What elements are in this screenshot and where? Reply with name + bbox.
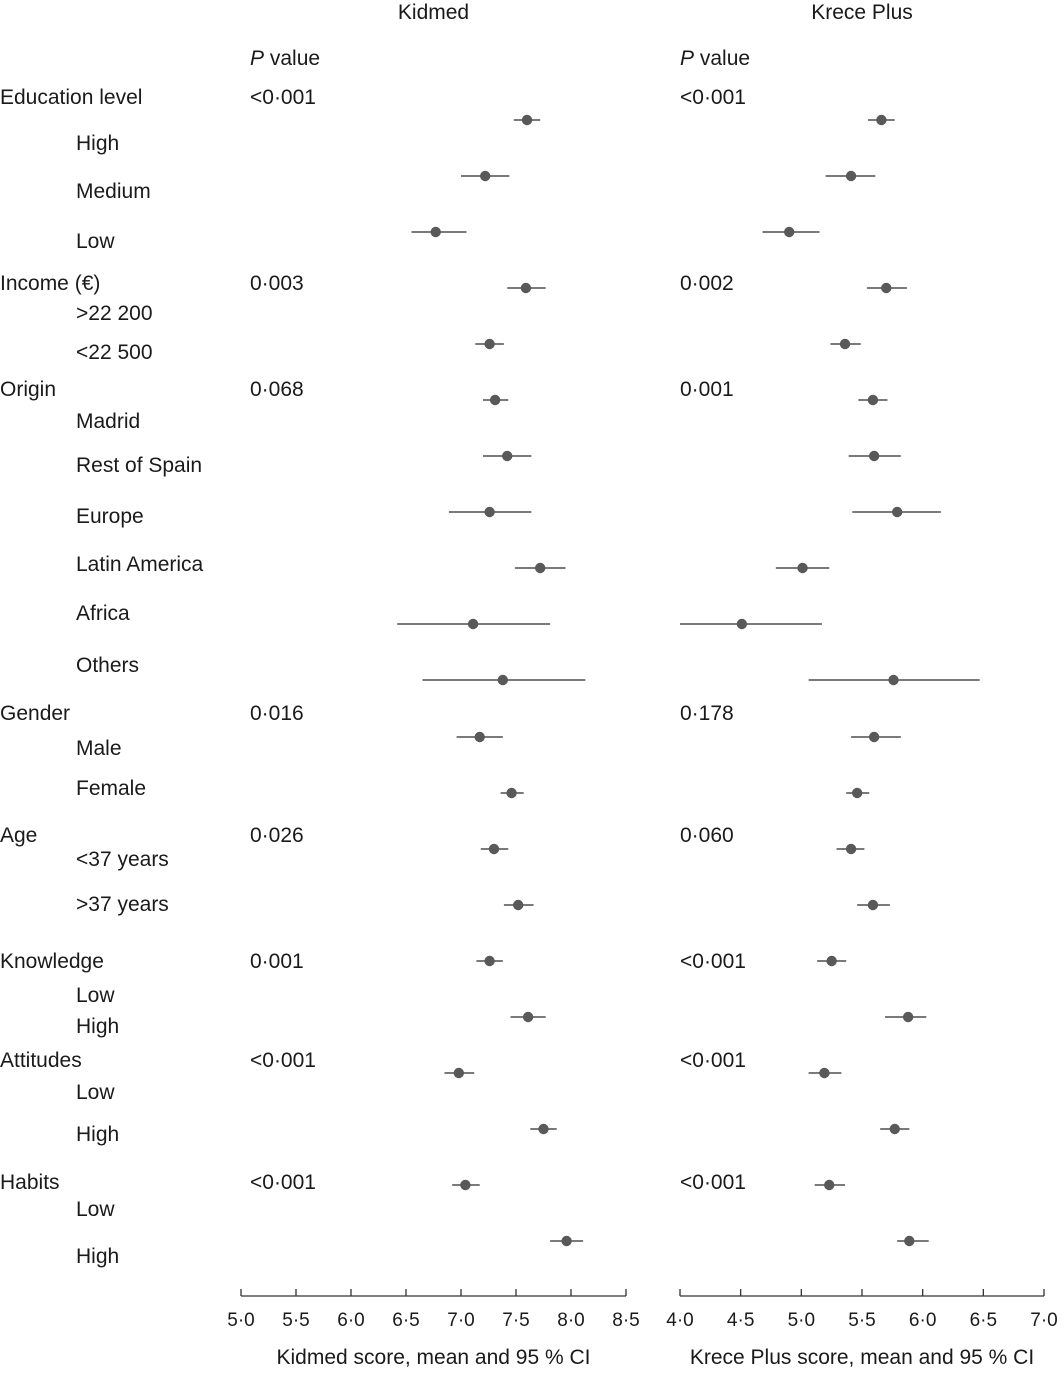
mean-marker [506,788,516,798]
mean-marker [868,395,878,405]
panel-title-krece: Krece Plus [811,1,913,24]
mean-marker [869,451,879,461]
x-tick-label-krece: 6·0 [908,1310,937,1331]
p-value-kidmed: 0·003 [250,272,304,295]
p-value-kidmed: <0·001 [250,1049,316,1072]
mean-marker [484,507,494,517]
ci-point-kidmed [475,339,504,349]
p-value-kidmed: <0·001 [250,1171,316,1194]
ci-point-krece [852,507,941,517]
subgroup-label: Medium [76,180,151,203]
p-value-krece: <0·001 [680,1049,746,1072]
subgroup-label: Madrid [76,410,141,433]
ci-point-kidmed [412,227,467,237]
mean-marker [535,563,545,573]
subgroup-label: <37 years [76,848,169,871]
p-value-krece: <0·001 [680,86,746,109]
mean-marker [824,1180,834,1190]
x-tick-label-krece: 4·0 [666,1310,694,1331]
mean-marker [502,451,512,461]
subgroup-label: <22 500 [76,341,153,364]
mean-marker [881,283,891,293]
ci-point-krece [776,563,829,573]
group-label: Gender [0,702,71,725]
ci-point-krece [809,675,980,685]
subgroup-label: Others [76,654,140,677]
ci-point-kidmed [457,732,503,742]
mean-marker [561,1236,571,1246]
mean-marker [890,1124,900,1134]
mean-marker [826,956,836,966]
p-value-header-kidmed [250,47,320,70]
ci-point-kidmed [423,675,586,685]
ci-point-kidmed [530,1124,556,1134]
p-value-krece: <0·001 [680,950,746,973]
mean-marker [797,563,807,573]
mean-marker [840,339,850,349]
p-value-header-krece [680,47,750,70]
x-tick-label-kidmed: 8·0 [557,1310,585,1331]
group-label: Attitudes [0,1049,82,1072]
mean-marker [454,1068,464,1078]
p-value-krece: 0·002 [680,272,734,295]
ci-point-kidmed [445,1068,475,1078]
p-value-kidmed: 0·026 [250,824,304,847]
ci-point-krece [897,1236,929,1246]
ci-point-krece [885,1012,926,1022]
x-tick-label-krece: 7·0 [1030,1310,1058,1331]
subgroup-label: Latin America [76,553,204,576]
subgroup-label: >37 years [76,893,169,916]
mean-marker [475,732,485,742]
subgroup-label: High [76,132,120,155]
p-value-header-italic: P [250,47,265,70]
p-value-krece: <0·001 [680,1171,746,1194]
p-value-header-text: value [264,47,321,70]
mean-marker [522,115,532,125]
ci-point-kidmed [511,1012,546,1022]
x-tick-label-kidmed: 5·0 [227,1310,255,1331]
x-tick-label-krece: 5·0 [787,1310,816,1331]
subgroup-label: Male [76,737,122,760]
mean-marker [484,339,494,349]
ci-point-krece [826,171,876,181]
subgroup-label: High [76,1123,120,1146]
ci-point-krece [868,115,895,125]
p-value-krece: 0·060 [680,824,734,847]
mean-marker [431,227,441,237]
ci-point-krece [867,283,907,293]
subgroup-label: Low [76,984,115,1007]
subgroup-label: Low [76,1198,115,1221]
x-axis-label-krece: Krece Plus score, mean and 95 % CI [689,1346,1035,1369]
x-tick-label-kidmed: 8·5 [612,1310,640,1331]
x-tick-label-kidmed: 7·0 [447,1310,475,1331]
mean-marker [523,1012,533,1022]
mean-marker [904,1236,914,1246]
ci-point-kidmed [449,507,532,517]
ci-point-kidmed [504,900,534,910]
subgroup-label: >22 200 [76,302,153,325]
subgroup-label: Low [76,1081,115,1104]
x-tick-label-krece: 5·5 [848,1310,876,1331]
mean-marker [498,675,508,685]
p-value-krece: 0·001 [680,378,734,401]
subgroup-label: High [76,1245,120,1268]
ci-point-kidmed [452,1180,480,1190]
p-value-kidmed: 0·016 [250,702,304,725]
x-tick-label-kidmed: 6·0 [337,1310,365,1331]
x-tick-label-krece: 4·5 [726,1310,755,1331]
ci-point-krece [809,1068,842,1078]
mean-marker [868,900,878,910]
mean-marker [852,788,862,798]
mean-marker [737,619,747,629]
group-label: Income (€) [0,272,101,295]
ci-point-krece [837,844,865,854]
mean-marker [876,115,886,125]
p-value-kidmed: 0·068 [250,378,304,401]
mean-marker [846,171,856,181]
subgroup-label: Female [76,777,147,800]
p-value-kidmed: <0·001 [250,86,316,109]
ci-point-krece [851,732,901,742]
mean-marker [490,395,500,405]
mean-marker [903,1012,913,1022]
ci-point-krece [680,619,822,629]
mean-marker [538,1124,548,1134]
mean-marker [892,507,902,517]
subgroup-label: Europe [76,505,144,528]
ci-point-kidmed [476,956,502,966]
mean-marker [784,227,794,237]
x-tick-label-kidmed: 6·5 [392,1310,420,1331]
ci-point-krece [763,227,820,237]
mean-marker [819,1068,829,1078]
group-label: Origin [0,378,57,401]
group-label: Habits [0,1171,60,1194]
ci-point-krece [880,1124,909,1134]
mean-marker [480,171,490,181]
ci-point-kidmed [507,283,546,293]
x-tick-label-krece: 6·5 [969,1310,998,1331]
x-axis-label-kidmed: Kidmed score, mean and 95 % CI [276,1346,591,1369]
group-label: Knowledge [0,950,104,973]
ci-point-krece [830,339,860,349]
ci-point-krece [849,451,901,461]
ci-point-kidmed [481,844,509,854]
mean-marker [460,1180,470,1190]
x-tick-label-kidmed: 7·5 [502,1310,530,1331]
ci-point-krece [857,900,890,910]
ci-point-krece [817,956,846,966]
p-value-krece: 0·178 [680,702,734,725]
ci-point-kidmed [397,619,550,629]
p-value-kidmed: 0·001 [250,950,304,973]
subgroup-label: High [76,1015,120,1038]
ci-point-krece [815,1180,845,1190]
group-label: Age [0,824,38,847]
subgroup-label: Low [76,230,115,253]
mean-marker [484,956,494,966]
ci-point-kidmed [501,788,524,798]
mean-marker [521,283,531,293]
mean-marker [489,844,499,854]
ci-point-kidmed [483,451,531,461]
p-value-header-text: value [694,47,751,70]
ci-point-kidmed [461,171,509,181]
ci-point-krece [858,395,887,405]
mean-marker [869,732,879,742]
mean-marker [468,619,478,629]
ci-point-kidmed [550,1236,583,1246]
subgroup-label: Africa [76,602,130,625]
panel-title-kidmed: Kidmed [397,1,470,24]
ci-point-kidmed [515,563,566,573]
p-value-header-italic: P [680,47,695,70]
x-tick-label-kidmed: 5·5 [282,1310,310,1331]
ci-point-kidmed [483,395,508,405]
group-label: Education level [0,86,143,109]
subgroup-label: Rest of Spain [76,454,203,477]
ci-point-kidmed [514,115,540,125]
mean-marker [846,844,856,854]
mean-marker [888,675,898,685]
mean-marker [513,900,523,910]
ci-point-krece [846,788,869,798]
